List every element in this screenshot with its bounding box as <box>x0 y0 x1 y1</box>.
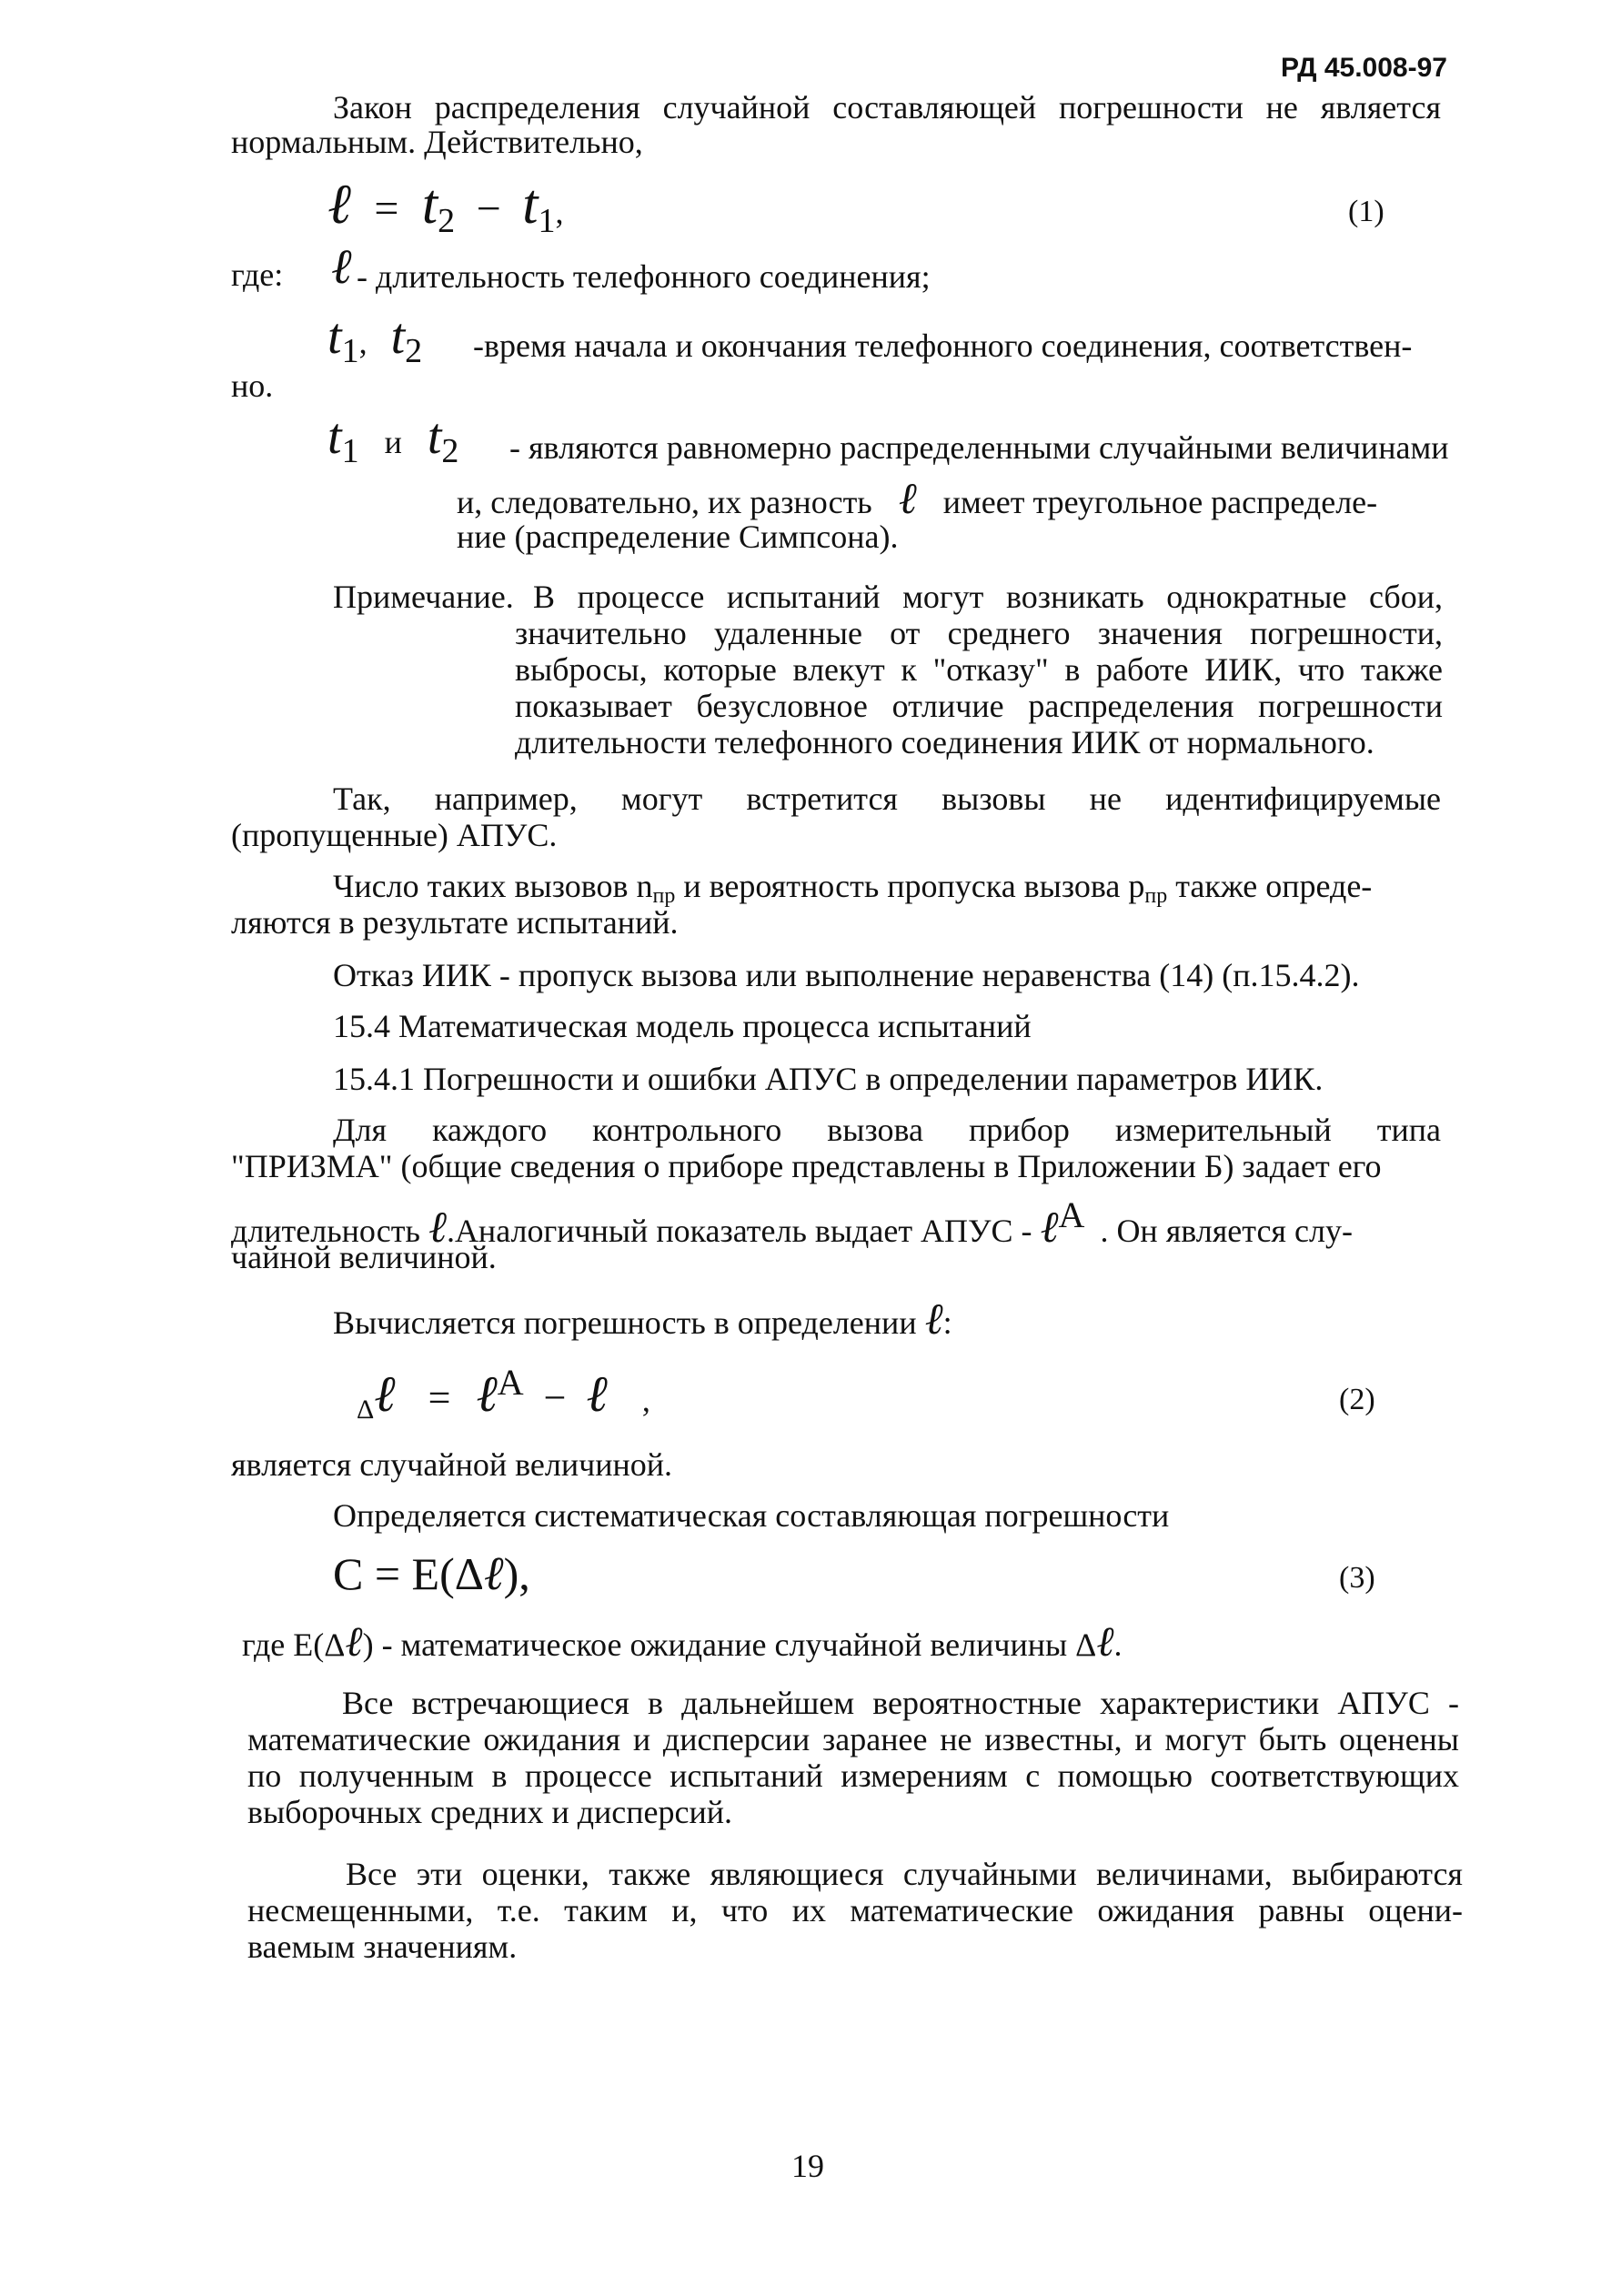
note-line: В процессе испытаний могут возникать однократные сбои, <box>533 579 1443 615</box>
eq2-r1: ℓ <box>476 1366 498 1423</box>
equation-2 <box>357 1361 650 1425</box>
text: Вычисляется погрешность в определении <box>333 1304 917 1341</box>
t2-symbol: t <box>427 408 442 465</box>
symbols-t1-t2 <box>327 307 422 371</box>
symbol-ell: ℓ <box>331 239 352 294</box>
eq1-equals: = <box>374 185 399 233</box>
equation-number: (1) <box>1348 195 1384 228</box>
eq3-rhs: ), <box>503 1548 530 1599</box>
symbol-ell: ℓ <box>924 1294 943 1344</box>
subsection-heading: 15.4.1 Погрешности и ошибки АПУС в определении параметров ИИК. <box>333 1061 1324 1097</box>
symbol-ell: ℓ <box>345 1616 363 1666</box>
paragraph-line <box>333 1294 952 1344</box>
note-line: длительности телефонного соединения ИИК от нормального. <box>515 724 1374 760</box>
eq1-sub1: 1 <box>538 202 556 240</box>
paragraph-line: "ПРИЗМА" (общие сведения о приборе представлены в Приложении Б) задает его <box>231 1148 1382 1184</box>
indent-text: и, следовательно, их разность <box>457 484 872 520</box>
note-line: выбросы, которые влекут к "отказу" в работе ИИК, что также <box>515 651 1443 688</box>
symbols-t1-and-t2 <box>327 408 458 471</box>
definition-text: -время начала и окончания телефонного соединения, соответствен- <box>473 327 1413 364</box>
paragraph-line: Отказ ИИК - пропуск вызова или выполнение неравенства (14) (п.15.4.2). <box>333 957 1360 993</box>
paragraph-line: выборочных средних и дисперсий. <box>247 1794 733 1830</box>
paragraph-line: чайной величиной. <box>231 1239 497 1275</box>
text: . <box>1113 1626 1123 1663</box>
eq2-r2: ℓ <box>586 1366 608 1423</box>
definition-continuation: но. <box>231 368 274 404</box>
eq1-lhs: ℓ <box>327 174 351 236</box>
text: также опреде- <box>1167 868 1373 904</box>
equation-number: (2) <box>1339 1383 1375 1416</box>
text: .Аналогичный показатель выдает АПУС - <box>446 1213 1032 1249</box>
symbol-ell: ℓ <box>483 1546 504 1601</box>
note-label: Примечание. <box>333 579 514 615</box>
text: Число таких вызовов n <box>333 868 653 904</box>
paragraph-line: ваемым значениям. <box>247 1928 518 1965</box>
equation-1 <box>327 173 563 241</box>
eq1-comma: , <box>555 194 564 230</box>
paragraph-line: несмещенными, т.е. таким и, что их математические ожидания равны оцени- <box>247 1892 1463 1928</box>
eq1-sub2: 2 <box>438 202 456 240</box>
eq2-equals: = <box>428 1375 451 1420</box>
t1-sub: 1 <box>341 432 359 470</box>
t2-symbol: t <box>390 308 406 365</box>
paragraph-line <box>242 1616 1123 1666</box>
note-line: значительно удаленные от среднего значения погрешности, <box>515 615 1443 651</box>
comma: , <box>358 324 368 360</box>
t2-sub: 2 <box>405 332 423 370</box>
paragraph-line: Определяется систематическая составляющая погрешности <box>333 1497 1170 1534</box>
indent-text: имеет треугольное распределе- <box>942 484 1378 520</box>
eq2-minus: − <box>543 1375 567 1420</box>
paragraph-line: нормальным. Действительно, <box>231 124 643 160</box>
paragraph-line: по полученным в процессе испытаний измерениям с помощью соответствующих <box>247 1757 1459 1794</box>
eq2-comma: , <box>641 1382 650 1418</box>
text: и вероятность пропуска вызова р <box>675 868 1145 904</box>
text: где E(Δ <box>242 1626 346 1663</box>
eq2-sup: А <box>497 1362 524 1403</box>
section-heading: 15.4 Математическая модель процесса испытаний <box>333 1008 1032 1044</box>
delta: Δ <box>357 1395 375 1425</box>
t1-symbol: t <box>327 408 342 465</box>
indent-line: ние (распределение Симпсона). <box>457 519 899 555</box>
paragraph-line: Так, например, могут встретится вызовы не идентифицируемые <box>333 780 1441 817</box>
statement-text: - являются равномерно распределенными случайными величинами <box>509 429 1449 466</box>
eq1-t1: t <box>522 174 539 236</box>
symbol-ell: ℓ <box>1040 1202 1059 1253</box>
t1-sub: 1 <box>341 332 359 370</box>
eq1-minus: − <box>476 185 501 233</box>
page-number: 19 <box>791 2148 824 2184</box>
t1-symbol: t <box>327 308 342 365</box>
subscript: пр <box>1144 884 1168 908</box>
and-word: и <box>384 424 402 460</box>
eq1-t2: t <box>421 174 438 236</box>
paragraph-line: Для каждого контрольного вызова прибор измерительный типа <box>333 1112 1441 1148</box>
eq2-lhs: ℓ <box>374 1366 396 1423</box>
equation-number: (3) <box>1339 1561 1375 1595</box>
where-label: где: <box>231 257 284 293</box>
eq3-lhs: C = E(Δ <box>333 1548 484 1599</box>
colon: : <box>942 1304 952 1341</box>
subscript: пр <box>652 884 676 908</box>
paragraph-line: является случайной величиной. <box>231 1446 673 1483</box>
paragraph-line: математические ожидания и дисперсии заранее не известны, и могут быть оценены <box>247 1721 1459 1757</box>
text: . Он является слу- <box>1100 1213 1353 1249</box>
text: ) - математическое ожидание случайной величины Δ <box>362 1626 1097 1663</box>
paragraph-line: Все встречающиеся в дальнейшем вероятностные характеристики АПУС - <box>342 1685 1459 1721</box>
symbol-ell: ℓ <box>1096 1616 1114 1666</box>
paragraph-line: Закон распределения случайной составляющей погрешности не является <box>333 89 1441 126</box>
indent-line <box>457 473 1441 524</box>
paragraph-line: (пропущенные) АПУС. <box>231 817 558 853</box>
t2-sub: 2 <box>441 432 459 470</box>
document-code: РД 45.008-97 <box>1281 53 1447 83</box>
note-line: показывает безусловное отличие распределения погрешности <box>515 688 1443 724</box>
paragraph-line: Все эти оценки, также являющиеся случайными величинами, выбираются <box>346 1856 1463 1892</box>
symbol-ell: ℓ <box>898 473 917 524</box>
text: длительность <box>231 1213 420 1249</box>
superscript: А <box>1058 1194 1085 1235</box>
equation-3 <box>333 1546 530 1601</box>
definition-text: - длительность телефонного соединения; <box>357 258 931 295</box>
paragraph-line: ляются в результате испытаний. <box>231 904 679 941</box>
symbol-ell: ℓ <box>428 1202 447 1253</box>
